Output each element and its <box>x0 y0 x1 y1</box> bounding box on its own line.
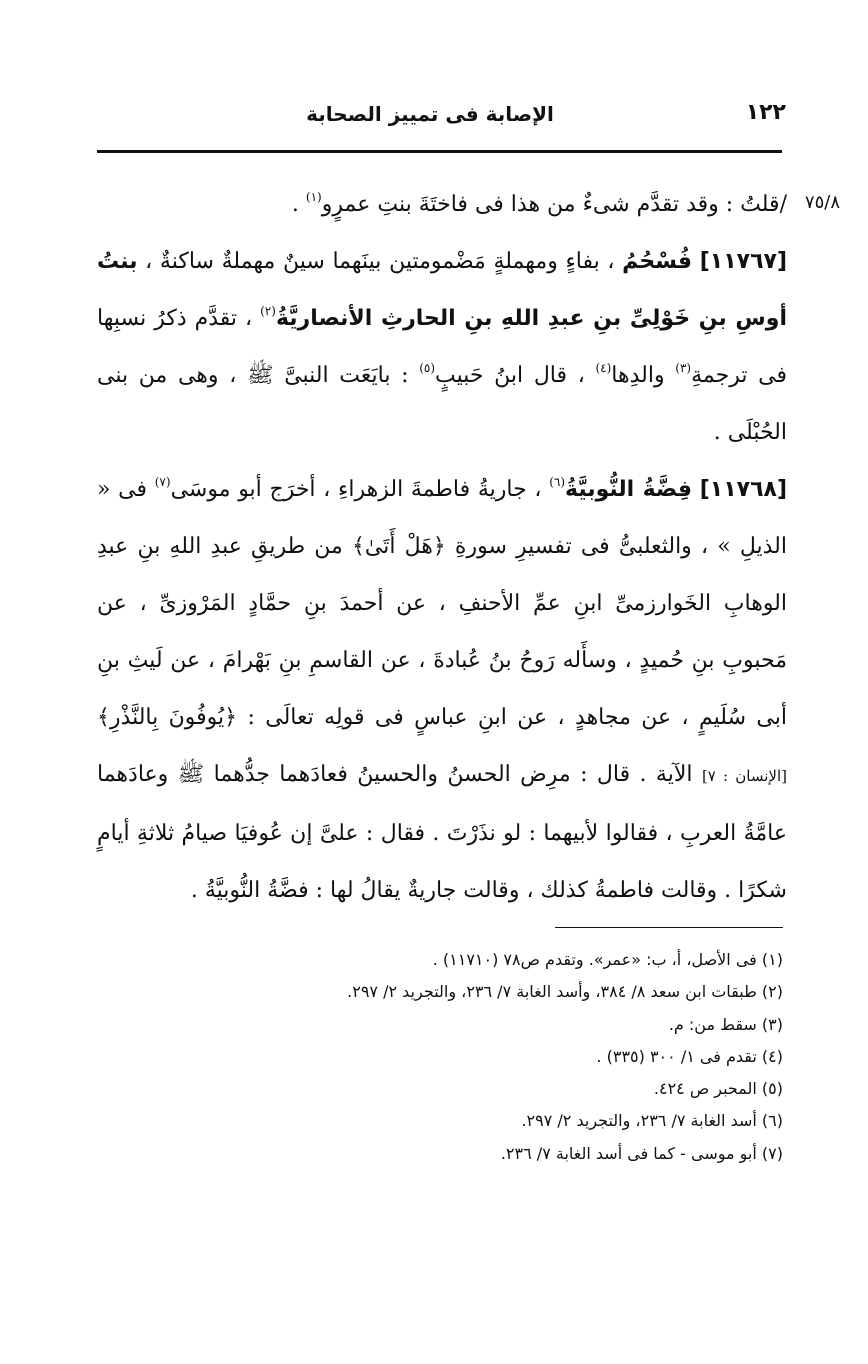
entry-text: : بايَعَت النبىَّ ﷺ ، وهى من بنى الحُبْلَى . <box>97 363 787 445</box>
footnote-ref-6: (٦) <box>549 475 566 489</box>
footnote-2: (٢) طبقات ابن سعد ٨/ ٣٨٤، وأسد الغابة ٧/ ٢٣٦، والتجريد ٢/ ٢٩٧. <box>347 982 783 1002</box>
footnote-ref-5: (٥) <box>419 361 436 375</box>
entry-text: ، بفاءٍ ومهملةٍ مَضْمومتين بينَهما سينٌ مهملةٌ ساكنةٌ ، <box>137 249 623 274</box>
footnote-ref-4: (٤) <box>595 361 612 375</box>
footnote-7: (٧) أبو موسى - كما فى أسد الغابة ٧/ ٢٣٦. <box>500 1143 783 1163</box>
entry-11768 <box>97 461 787 919</box>
entry-text: ، تقدَّم ذكرُ نسبِها فى ترجمةِ <box>97 306 787 388</box>
footnote-1: (١) فى الأصل، أ، ب: «عمر». وتقدم ص٧٨ (١١٧١٠) . <box>432 950 783 969</box>
footnote-ref-7: (٧) <box>154 475 171 489</box>
entry-text: فى « الذيلِ » ، والثعلبىُّ فى تفسيرِ سورةِ ﴿هَلْ أَتَىٰ﴾ من طريقِ عبدِ اللهِ بنِ عبدِ الوهابِ الخَوارزمىِّ ابنِ عمِّ الأحنفِ ، عن أحمدَ بنِ حمَّادٍ المَرْوزىِّ ، عن مَحبوبِ بنِ حُميدٍ ، وسأَله رَوحُ بنُ عُبادةَ ، عن القاسمِ بنِ بَهْرامَ ، عن لَيثِ بنِ أبى سُلَيمٍ ، عن مجاهدٍ ، عن ابنِ عباسٍ فى قولِه تعالَى : ﴿يُوفُونَ بِالنَّذْرِ﴾ <box>97 477 787 730</box>
footnote-ref-3: (٣) <box>675 361 692 375</box>
entry-name: فِضَّةُ النُّوبيَّةُ <box>565 477 693 502</box>
entry-text: ، جاريةُ فاطمةَ الزهراءِ ، أخرَج أبو موسَى <box>170 477 550 502</box>
footnote-ref-2: (٢) <box>260 304 276 318</box>
paragraph-1-text: /قلتُ : وقد تقدَّم شىءٌ من هذا فى فاختَةَ بنتِ عمرٍو <box>321 192 787 217</box>
margin-reference: ٧٥/٨ <box>804 192 840 213</box>
footnote-5: (٥) المحبر ص ٤٢٤. <box>653 1079 783 1099</box>
paragraph-1-end: . <box>291 192 306 217</box>
footnotes <box>180 944 783 1170</box>
footnote-4: (٤) تقدم فى ١/ ٣٠٠ (٣٣٥) . <box>596 1046 783 1066</box>
running-title: الإصابة فى تمييز الصحابة <box>306 102 554 126</box>
main-text <box>97 176 787 919</box>
page-number: ١٢٢ <box>745 100 786 125</box>
entry-text: والدِها <box>611 363 676 388</box>
footnote-6: (٦) أسد الغابة ٧/ ٢٣٦، والتجريد ٢/ ٢٩٧. <box>521 1111 783 1131</box>
footnote-ref-1: (١) <box>305 190 322 204</box>
footnote-3: (٣) سقط من: م. <box>668 1014 783 1034</box>
entry-name: فُسْحُمُ <box>622 249 693 274</box>
quran-reference: [الإنسان : ٧] <box>701 767 787 785</box>
paragraph-1 <box>97 176 787 233</box>
entry-number: [١١٧٦٨] <box>699 477 787 502</box>
entry-text: ، قال ابنُ حَبيبٍ <box>435 363 596 388</box>
header-rule <box>97 150 782 153</box>
entry-text: الآية . قال : مرِض الحسنُ والحسينُ فعادَهما جدُّهما ﷺ وعادَهما عامَّةُ العربِ ، فقالوا لأبيهما : لو نذَرْتَ . فقال : علىَّ إن عُوفيَا صيامُ ثلاثةِ أيامٍ شكرًا . وقالت فاطمةُ كذلك ، وقالت جاريةٌ يقالُ لها : فضَّةُ النُّوبيَّةُ . <box>97 762 787 903</box>
entry-11767 <box>97 233 787 461</box>
entry-lineage: بنتُ أوسِ بنِ خَوْلِىِّ بنِ عبدِ اللهِ بنِ الحارثِ الأنصاريَّةُ <box>97 249 787 331</box>
entry-number: [١١٧٦٧] <box>699 249 787 274</box>
footnote-rule <box>555 927 783 928</box>
